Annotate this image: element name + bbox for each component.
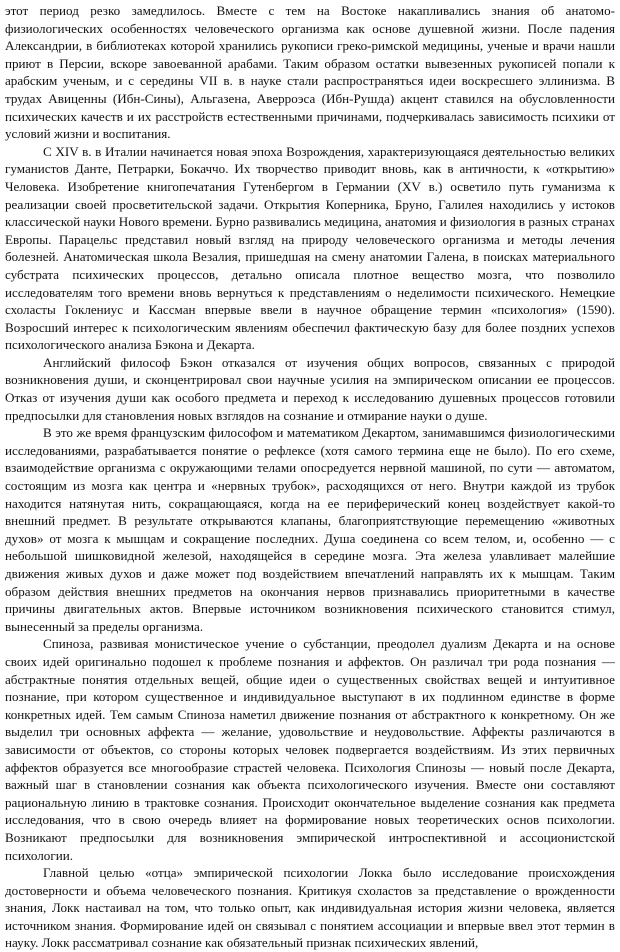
paragraph-locke: Главной целью «отца» эмпирической психологии Локка было исследование происхождения достоверности и объема человеческого познания. Критикуя схоластов за представление о врожденности знания, Локк настаивал на том, что только опыт, как индивидуальная история жизни человека, является источником знания. Формирование идей он связывал с понятием ассоциации и впервые ввел этот термин в науку. Локк рассматривал сознание как обязательный признак психических явлений, bbox=[5, 865, 615, 951]
paragraph-renaissance: С XIV в. в Италии начинается новая эпоха Возрождения, характеризующаяся деятельностью великих гуманистов Данте, Петрарки, Бокаччо. Их творчество приводит вновь, как в античности, к «открытию» Человека. Изобретение книгопечатания Гутенбергом в Германии (XV в.) осветило путь гуманизма к реализации своей просветительской задачи. Открытия Коперника, Бруно, Галилея находились у истоков классической науки Нового времени. Бурно развивались медицина, анатомия и физиология в разных странах Европы. Парацельс представил новый взгляд на природу человеческого организма и методы лечения болезней. Анатомическая школа Везалия, пришедшая на смену анатомии Галена, в поисках материального субстрата психических процессов, детально описала плотное вещество мозга, что позволило исследователям того времени вновь вернуться к представлениям о неделимости психического. Немецкие схоласты Гоклениус и Кассман впервые ввели в научное обращение термин «психология» (1590). Возросший интерес к психологическим явлениям обеспечил фактическую базу для более поздних успехов психологического анализа Бэкона и Декарта. bbox=[5, 143, 615, 353]
paragraph-spinoza: Спиноза, развивая монистическое учение о субстанции, преодолел дуализм Декарта и на основе своих идей оригинально подошел к проблеме познания и аффектов. Он различал три рода познания — абстрактные понятия отдельных вещей, общие идеи о существенных свойствах вещей и интуитивное познание, при котором существенное и индивидуальное выступают в их подлинном единстве в форме конкретных идей. Тем самым Спиноза наметил движение познания от абстрактного к конкретному. Он же выделил три основных аффекта — желание, удовольствие и неудовольствие. Аффекты различаются в зависимости от объектов, со стороны которых человек подвергается воздействиям. Из этих первичных аффектов образуется все многообразие страстей человека. Психология Спинозы — новый после Декарта, важный шаг в становлении сознания как объекта психологического изучения. Вместе они составляют рациональную линию в трактовке сознания. Происходит окончательное выделение сознания как предмета исследования, что в свою очередь влияет на формирование новых теоретических основ психологии. Возникают предпосылки для возникновения эмпирической интроспективной и ассоционистской психологии. bbox=[5, 636, 615, 863]
paragraph-bacon: Английский философ Бэкон отказался от изучения общих вопросов, связанных с природой возникновения души, и сконцентрировал свои научные усилия на эмпирическом описании ее процессов. Отказ от изучения души как особого предмета и переход к исследованию душевных процессов готовили предпосылки для становления новых взглядов на сознание и отмирание науки о душе. bbox=[5, 354, 615, 423]
paragraph-continuation: этот период резко замедлилось. Вместе с тем на Востоке накапливались знания об анатомо-физиологических особенностях человеческого организма как основе душевной жизни. После падения Александрии, в библиотеках которой хранились рукописи греко-римской медицины, ученые и врачи нашли приют в Персии, вскоре завоеванной арабами. Таким образом остатки вывезенных рукописей попали к арабским ученым, и с середины VII в. в науке стали распространяться идеи воскресшего эллинизма. В трудах Авиценны (Ибн-Сины), Альгазена, Аверроэса (Ибн-Рушда) акцент ставился на обусловленности психических качеств и их расстройств естественными причинами, подчеркивалась зависимость психики от условий жизни и воспитания. bbox=[5, 3, 615, 142]
paragraph-descartes: В это же время французским философом и математиком Декартом, занимавшимся физиологическими исследованиями, разрабатывается понятие о рефлексе (хотя самого термина еще не было). По его схеме, взаимодействие организма с окружающими телами опосредуется нервной машиной, по сути — автоматом, состоящим из мозга как центра и «нервных трубок», расходящихся от него. Внутри каждой из трубок находится натянутая нить, сокращающаяся, когда на ее периферический конец воздействует какой-то внешний предмет. В результате открываются клапаны, благоприятствующие перемещению «животных духов» от мозга к мышцам и сокращение последних. Душа соединена со всем телом, и, особенно — с небольшой шишковидной железой, находящейся в середине мозга. Эта железа улавливает малейшие движения живых духов и даже может под воздействием впечатлений направлять их к мышцам. Таким образом действия внешних предметов на окончания нервов признавались приоритетными в качестве причины двигательных актов. Впервые источником возникновения психического становится стимул, вынесенный за пределы организма. bbox=[5, 425, 615, 634]
